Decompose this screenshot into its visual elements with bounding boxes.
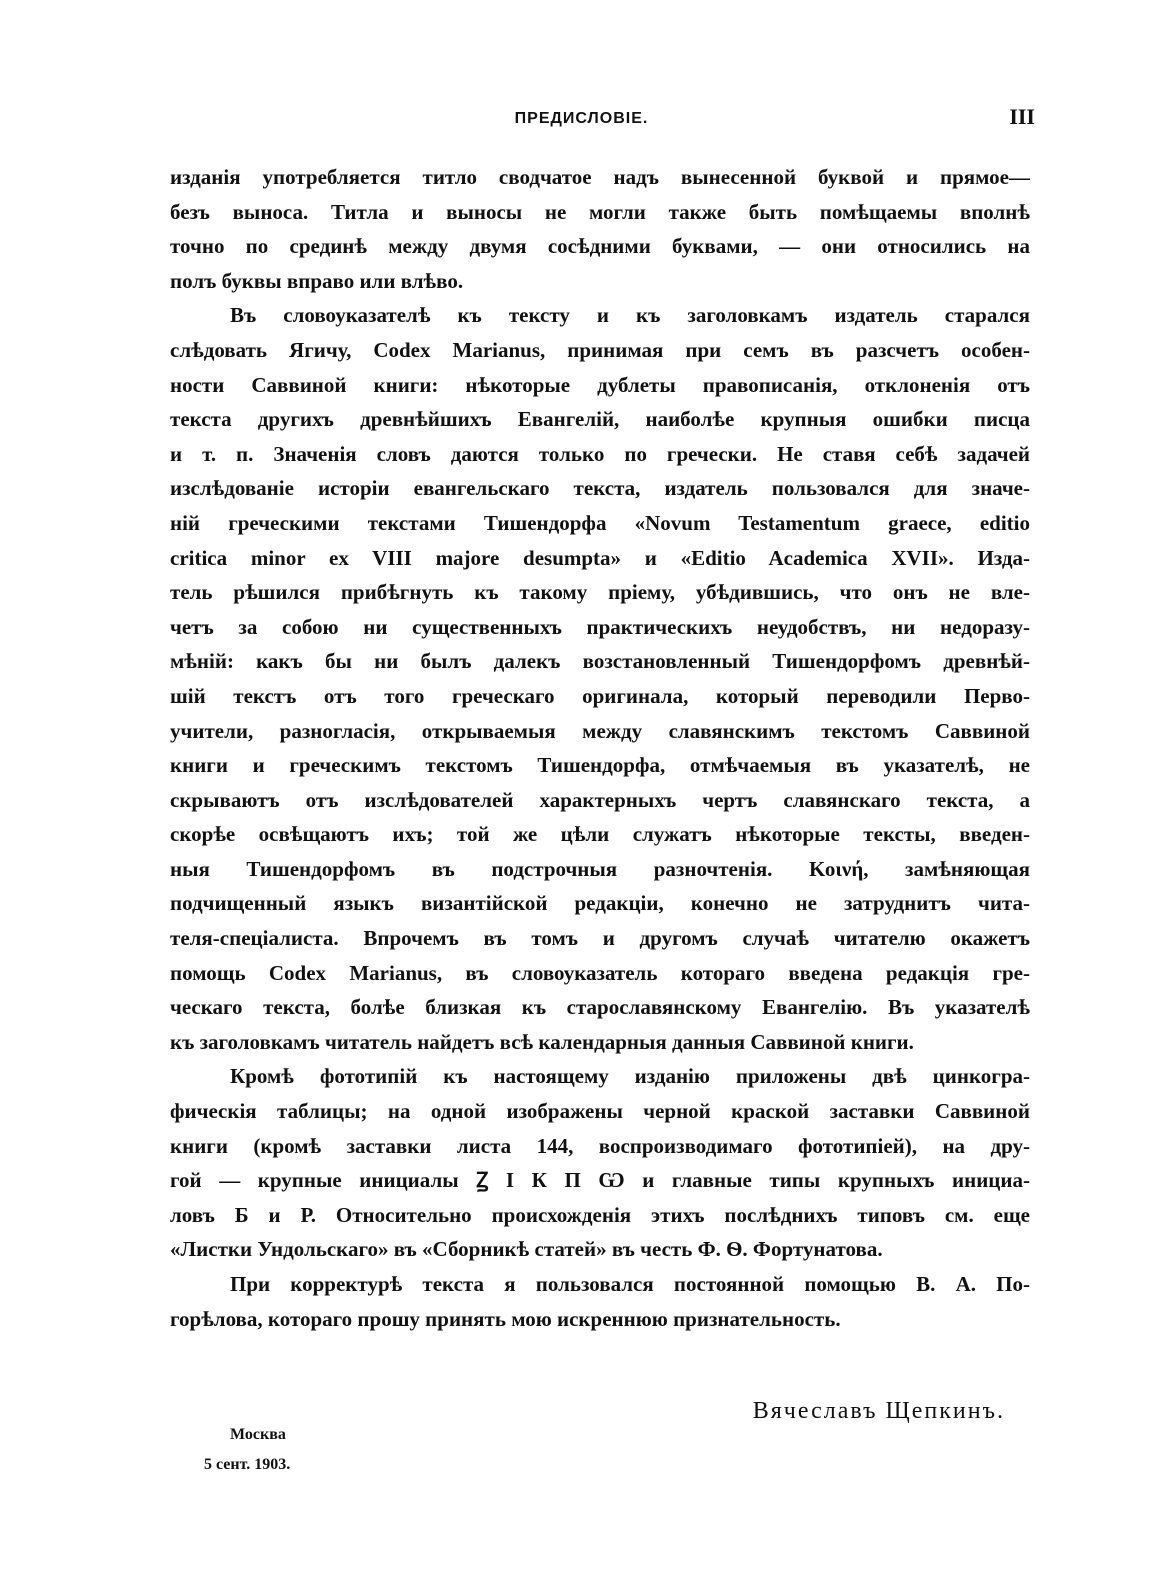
text-line: текста другихъ древнѣйшихъ Евангелій, наиболѣе крупныя ошибки писца [170, 407, 1030, 432]
place-of-writing: Москва [230, 1426, 286, 1443]
text-line: мѣній: какъ бы ни былъ далекъ возстановленный Тишендорфомъ древнѣй- [170, 649, 1030, 674]
text-line: тель рѣшился прибѣгнуть къ такому пріему, убѣдившись, что онъ не вле- [170, 580, 1030, 605]
text-line: изслѣдованіе исторіи евангельскаго текста, издатель пользовался для значе- [170, 476, 1030, 501]
running-header-title: ПРЕДИСЛОВІЕ. [514, 110, 649, 127]
text-line: теля-спеціалиста. Впрочемъ въ томъ и другомъ случаѣ читателю окажетъ [170, 926, 1030, 951]
text-line: учители, разногласія, открываемыя между славянскимъ текстомъ Саввиной [170, 718, 1030, 743]
page-number: III [1009, 104, 1035, 129]
text-line: фическія таблицы; на одной изображены черной краской заставки Саввиной [170, 1099, 1030, 1124]
text-line: книги и греческимъ текстомъ Тишендорфа, отмѣчаемыя въ указателѣ, не [170, 753, 1030, 778]
text-line: книги (кромѣ заставки листа 144, воспроизводимаго фототипіей), на дру- [170, 1133, 1030, 1158]
text-line: скрываютъ отъ изслѣдователей характерныхъ чертъ славянскаго текста, а [170, 787, 1030, 812]
text-line: ческаго текста, болѣе близкая къ старославянскому Евангелію. Въ указателѣ [170, 995, 1030, 1020]
text-line: При корректурѣ текста я пользовался постоянной помощью В. А. По- [230, 1272, 1030, 1296]
preface-body-text [170, 160, 1030, 1336]
text-line: безъ выноса. Титла и выносы не могли также быть помѣщаемы вполнѣ [170, 199, 1030, 224]
text-line: слѣдовать Ягичу, Codex Marianus, принимая при семъ въ разсчетъ особен- [170, 337, 1030, 362]
text-line: Кромѣ фототипій къ настоящему изданію приложены двѣ цинкогра- [230, 1064, 1030, 1089]
text-line: къ заголовкамъ читатель найдетъ всѣ календарныя данныя Саввиной книги. [170, 1029, 914, 1054]
text-line: горѣлова, котораго прошу принять мою искреннюю признательность. [170, 1306, 841, 1331]
text-line: ній греческими текстами Тишендорфа «Novum Testamentum graece, editio [170, 510, 1030, 535]
text-line: ности Саввиной книги: нѣкоторые дублеты правописанія, отклоненія отъ [170, 372, 1030, 397]
date-of-writing: 5 сент. 1903. [204, 1456, 291, 1473]
text-line: гой — крупные инициалы Ꙁ І К П Ѡ и главные типы крупныхъ инициа- [170, 1168, 1030, 1193]
text-line: ловъ Б и Р. Относительно происхожденія этихъ послѣднихъ типовъ см. еще [170, 1202, 1030, 1227]
text-line: скорѣе освѣщаютъ ихъ; той же цѣли служатъ нѣкоторые тексты, введен- [170, 822, 1030, 847]
text-line: «Листки Ундольскаго» въ «Сборникѣ статей» въ честь Ф. Ѳ. Фортунатова. [170, 1237, 883, 1262]
author-signature: Вячеславъ Щепкинъ. [752, 1398, 1005, 1424]
text-line: изданія употребляется титло сводчатое надъ вынесенной буквой и прямое— [170, 165, 1030, 189]
text-line: Въ словоуказателѣ къ тексту и къ заголовкамъ издатель старался [230, 303, 1030, 328]
text-line: полъ буквы вправо или влѣво. [170, 268, 464, 293]
text-line: шій текстъ отъ того греческаго оригинала, который переводили Перво- [170, 683, 1030, 708]
text-line: и т. п. Значенія словъ даются только по гречески. Не ставя себѣ задачей [170, 441, 1030, 466]
text-line: ныя Тишендорфомъ въ подстрочныя разночтенія. Κοινή, замѣняющая [170, 856, 1030, 881]
text-line: помощь Codex Marianus, въ словоуказатель котораго введена редакція гре- [170, 960, 1030, 985]
text-line: четъ за собою ни существенныхъ практическихъ неудобствъ, ни недоразу- [170, 614, 1030, 639]
text-line: подчищенный языкъ византійской редакціи, конечно не затруднитъ чита- [170, 891, 1030, 916]
text-line: точно по срединѣ между двумя сосѣдними буквами, — они относились на [170, 234, 1030, 259]
text-line: critica minor ex VIII majore desumpta» и «Editio Academica XVII». Изда- [170, 545, 1030, 570]
